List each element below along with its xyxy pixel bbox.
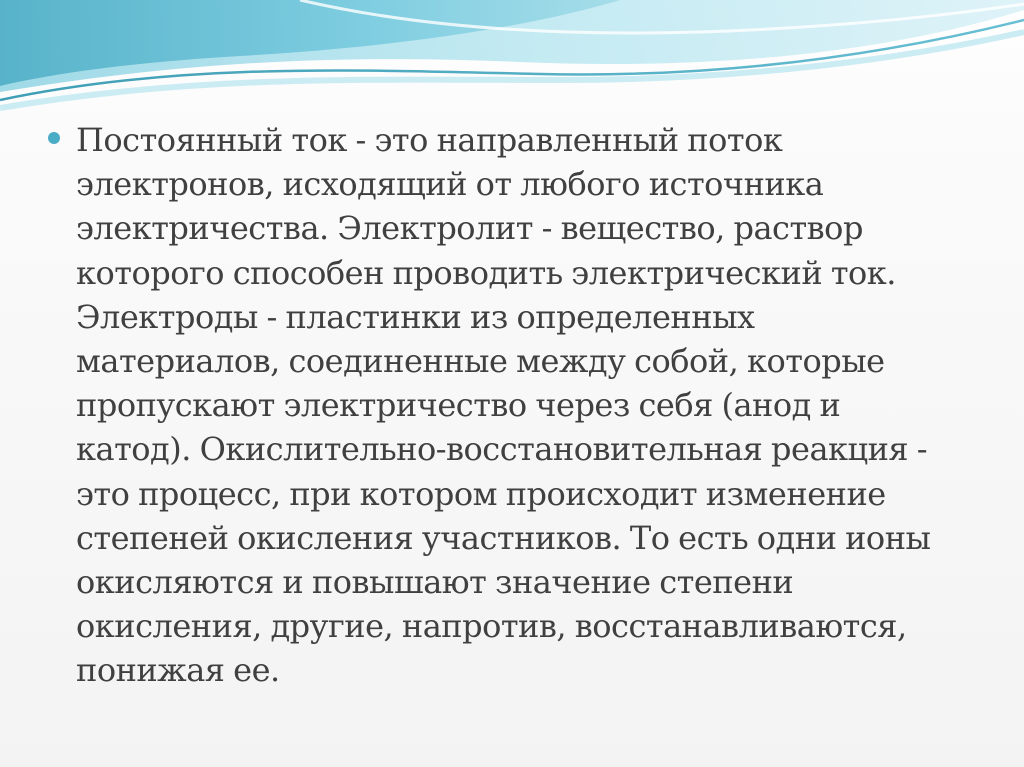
header-wave-decoration [0,0,1024,130]
bullet-item [48,118,948,693]
slide-body [48,118,948,693]
bullet-paragraph: Постоянный ток - это направленный поток электронов, исходящий от любого источника электричества. Электролит - вещество, раствор которого способен проводить электрический ток. Электроды - пластинки из определенных материалов, соединенные между собой, которые пропускают электричество через себя (анод и катод). Окислительно-восстановительная реакция - это процесс, при котором происходит изменение степеней окисления участников. То есть одни ионы окисляются и повышают значение степени окисления, другие, напротив, восстанавливаются, понижая ее. [76,121,931,690]
bullet-dot-icon [48,132,60,144]
